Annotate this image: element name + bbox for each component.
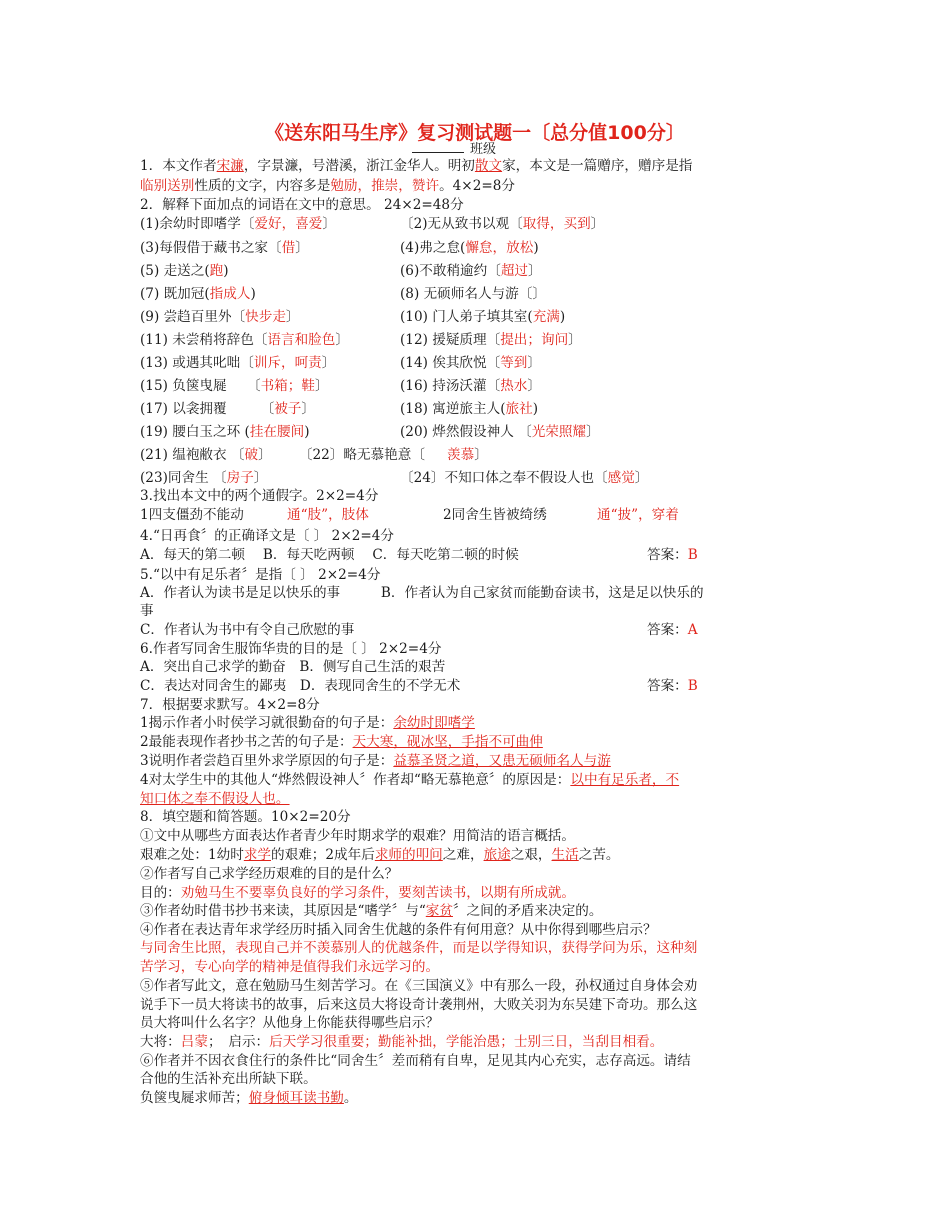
- q4-answer: 答案：B: [647, 547, 698, 563]
- q6-heading: 6.作者写同舍生服饰华贵的目的是〔 〕 2×2=4分: [140, 641, 442, 657]
- q6-answer: 答案：B: [647, 678, 698, 694]
- q2-heading: 2．解释下面加点的词语在文中的意思。 24×2=48分: [140, 197, 464, 213]
- q2-item-left: (13) 或遇其叱咄〔训斥，呵责〕: [140, 355, 336, 371]
- document-title: 《送东阳马生序》复习测试题一〔总分值100分〕: [265, 122, 685, 144]
- q2-item-left: (11) 未尝稍将辞色〔语言和脸色〕: [140, 332, 349, 348]
- q7-item: 4对太学生中的其他人“烨然假设神人〞作者却“略无慕艳意〞的原因是：以中有足乐者，不: [140, 772, 680, 788]
- q1-line2: 临别送别性质的文字，内容多是勉励，推崇，赞许。4×2=8分: [140, 178, 515, 194]
- q4-options: A．每天的第二顿 B．每天吃两顿 C．每天吃第二顿的时候: [140, 547, 519, 563]
- q3-item-a: 1四支僵劲不能动: [140, 507, 244, 523]
- q2-item-right: 〔2)无从致书以观〔取得，买到〕: [400, 216, 605, 232]
- q2-item-left: (5) 走送之(跑): [140, 263, 229, 279]
- q8-s5-answer: 大将：吕蒙； 启示：后天学习很重要；勤能补拙，学能治愚；士别三日，当刮目相看。: [140, 1034, 664, 1050]
- q8-s2-question: ②作者写自己求学经历艰难的目的是什么？: [140, 866, 399, 882]
- q8-s4-answer-line1: 与同舍生比照，表现自己并不羡慕别人的优越条件，而是以学得知识，获得学问为乐，这种刻: [140, 940, 698, 956]
- q2-item-right: (6)不敢稍逾约〔超过〕: [400, 263, 542, 279]
- q8-s4-answer-line2: 苦学习，专心向学的精神是值得我们永远学习的。: [140, 959, 440, 975]
- q6-options-ab: A．突出自己求学的勤奋 B．侧写自己生活的艰苦: [140, 659, 446, 675]
- q8-s5-question-line2: 说手下一员大将读书的故事，后来这员大将设奇计袭荆州，大败关羽为东吴建下奇功。那么这: [140, 997, 698, 1013]
- q8-s6-question-line2: 合他的生活补充出所缺下联。: [140, 1071, 317, 1087]
- q3-answer-a: 通“肢”，肢体: [287, 507, 369, 523]
- q8-s2-answer: 目的：劝勉马生不要辜负良好的学习条件，要刻苦读书，以期有所成就。: [140, 885, 575, 901]
- q1-genre: 散文: [474, 158, 503, 174]
- q2-item-left: (15) 负箧曳屣 〔书箱；鞋〕: [140, 378, 329, 394]
- q5-heading: 5.“以中有足乐者〞是指〔 〕 2×2=4分: [140, 567, 381, 583]
- q1-line1: 1．本文作者宋濂，字景濂，号潜溪，浙江金华人。明初散文家，本文是一篇赠序，赠序是指: [140, 158, 693, 174]
- q3-answer-b: 通“披”，穿着: [597, 507, 679, 523]
- q5-option-c: C．作者认为书中有令自己欣慰的事: [140, 622, 355, 638]
- q2-item-left: (3)每假借于藏书之家〔借〕: [140, 240, 309, 256]
- q2-item-left: (17) 以衾拥覆 〔被子〕: [140, 401, 315, 417]
- q8-s6-answer: 负箧曳屣求师苦；俯身倾耳读书勤。: [140, 1090, 358, 1106]
- q5-answer: 答案：A: [647, 622, 698, 638]
- q6-options-cd: C．表达对同舍生的鄙夷 D．表现同舍生的不学无术: [140, 678, 461, 694]
- q2-item-left: (7) 既加冠(指成人): [140, 286, 256, 302]
- q5-options-ab-wrap: 事: [140, 603, 154, 619]
- q7-item: 3说明作者尝趋百里外求学原因的句子是：益慕圣贤之道，又患无硕师名人与游: [140, 753, 611, 769]
- q2-item-right: (18) 寓逆旅主人(旅社): [400, 401, 538, 417]
- class-label: 班级: [470, 142, 497, 157]
- q2-item-right: (14) 俟其欣悦〔等到〕: [400, 355, 541, 371]
- q2-item-left: (1)余幼时即嗜学〔爱好，喜爱〕: [140, 216, 336, 232]
- q2-item-right: (12) 援疑质理〔提出；询问〕: [400, 332, 582, 348]
- class-blank: [412, 140, 464, 153]
- q3-heading: 3.找出本文中的两个通假字。2×2=4分: [140, 488, 379, 504]
- q7-heading: 7．根据要求默写。4×2=8分: [140, 697, 320, 713]
- q1-author: 宋濂: [216, 158, 244, 174]
- q8-s5-question-line1: ⑤作者写此文，意在勉励马生刻苦学习。在《三国演义》中有那么一段，孙权通过自身体会劝: [140, 978, 698, 994]
- q2-item-right: (20) 烨然假设神人 〔光荣照耀〕: [400, 424, 600, 440]
- q2-item-left: (21) 缊袍敝衣 〔破〕 〔22〕略无慕艳意〔: [140, 447, 425, 463]
- q8-s1-question: ①文中从哪些方面表达作者青少年时期求学的艰难？用简洁的语言概括。: [140, 828, 575, 844]
- q2-item-right: 〔24〕不知口体之奉不假设人也〔感觉〕: [400, 470, 649, 486]
- q7-item: 2最能表现作者抄书之苦的句子是：天大寒，砚冰坚，手指不可曲伸: [140, 734, 543, 750]
- q2-item-right: (16) 持汤沃灌〔热水〕: [400, 378, 541, 394]
- q2-item-left: (19) 腰白玉之环 (挂在腰间): [140, 424, 310, 440]
- q7-item4-wrap: 知口体之奉不假设人也。: [140, 791, 290, 807]
- q2-item-right: 羡慕〕: [447, 447, 488, 463]
- q8-heading: 8．填空题和简答题。10×2=20分: [140, 809, 351, 825]
- q2-item-left: (23)同舍生 〔房子〕: [140, 470, 268, 486]
- q2-item-right: (10) 门人弟子填其室(充满): [400, 309, 566, 325]
- q8-s5-question-line3: 员大将叫什么名字？从他身上你能获得哪些启示？: [140, 1015, 440, 1031]
- q3-item-b: 2同舍生皆被绮绣: [443, 507, 547, 523]
- q8-s6-question-line1: ⑥作者并不因衣食住行的条件比“同舍生〞差而稍有自卑，足见其内心充实，志存高远。请结: [140, 1053, 691, 1069]
- q2-item-right: (8) 无硕师名人与游〔〕: [400, 286, 546, 302]
- q2-item-right: (4)弗之怠(懈怠，放松): [400, 240, 539, 256]
- q8-s3: ③作者幼时借书抄书来读，其原因是“嗜学〞与“家贫〞之间的矛盾来决定的。: [140, 903, 603, 919]
- q5-options-ab: A．作者认为读书是足以快乐的事 B．作者认为自己家贫而能勤奋读书，这是足以快乐的: [140, 585, 704, 601]
- class-field: [412, 138, 496, 157]
- q8-s1-answer: 艰难之处：1幼时求学的艰难；2成年后求师的叩问之难，旅途之艰，生活之苦。: [140, 847, 620, 863]
- q4-heading: 4.“日再食〞的正确译文是〔 〕 2×2=4分: [140, 528, 395, 544]
- q2-item-left: (9) 尝趋百里外〔快步走〕: [140, 309, 300, 325]
- q8-s4-question: ④作者在表达青年求学经历时插入同舍生优越的条件有何用意？从中你得到哪些启示？: [140, 922, 657, 938]
- q7-item: 1揭示作者小时侯学习就很勤奋的句子是：余幼时即嗜学: [140, 715, 475, 731]
